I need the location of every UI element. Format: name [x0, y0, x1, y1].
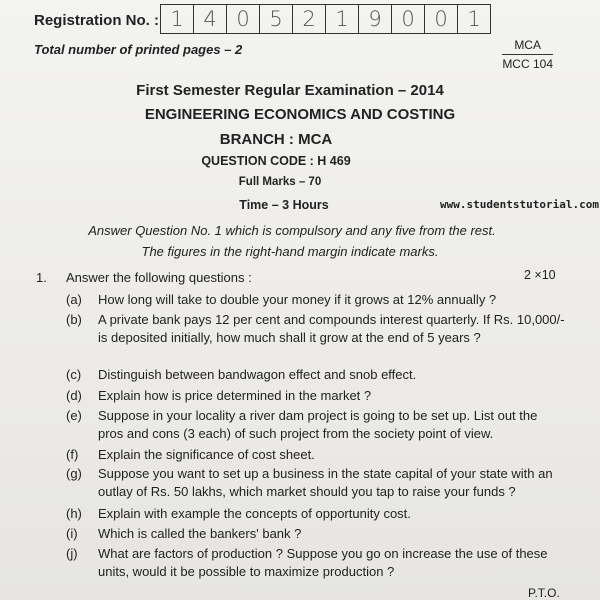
- registration-digit: 0: [391, 5, 424, 33]
- course-code: [502, 38, 553, 71]
- branch: BRANCH : MCA: [219, 131, 333, 148]
- question-text: Answer the following questions :: [66, 270, 252, 285]
- printed-pages-note: Total number of printed pages – 2: [34, 42, 243, 57]
- part-label: (i): [66, 526, 78, 541]
- registration-number-boxes: [160, 4, 491, 34]
- part-text: Suppose you want to set up a business in the state capital of your state with an outlay of Rs. 50 lakhs, which market should you tap to raise your funds ?: [98, 466, 553, 499]
- part-text: Explain the significance of cost sheet.: [98, 447, 315, 462]
- part-label: (f): [66, 447, 79, 462]
- course-name: MCA: [514, 38, 541, 52]
- course-number: MCC 104: [502, 54, 553, 71]
- registration-digit: 4: [193, 5, 226, 33]
- registration-label: Registration No. :: [34, 12, 160, 29]
- part-label: (g): [66, 466, 82, 481]
- part-label: (j): [66, 546, 78, 561]
- instruction-line-1: Answer Question No. 1 which is compulsory and any five from the rest.: [88, 223, 496, 238]
- question-marks: 2 ×10: [524, 268, 556, 282]
- part-text: A private bank pays 12 per cent and compounds interest quarterly. If Rs. 10,000/- is deposited initially, how much shall it grow at the end of 5 years ?: [98, 312, 565, 345]
- registration-digit: 0: [226, 5, 259, 33]
- exam-title: First Semester Regular Examination – 2014: [136, 82, 444, 99]
- registration-digit: 2: [292, 5, 325, 33]
- part-label: (c): [66, 367, 82, 382]
- registration-digit: 1: [457, 5, 490, 33]
- part-label: (b): [66, 312, 82, 327]
- question-code: QUESTION CODE : H 469: [201, 154, 351, 168]
- instruction-line-2: The figures in the right-hand margin indicate marks.: [141, 244, 439, 259]
- part-text: How long will take to double your money if it grows at 12% annually ?: [98, 292, 497, 307]
- part-text: Explain with example the concepts of opportunity cost.: [98, 506, 411, 521]
- part-text: Explain how is price determined in the market ?: [98, 388, 372, 403]
- part-text: Which is called the bankers' bank ?: [98, 526, 302, 541]
- part-label: (a): [66, 292, 82, 307]
- page-turn-over: P.T.O.: [528, 586, 560, 600]
- part-label: (d): [66, 388, 82, 403]
- full-marks: Full Marks – 70: [238, 176, 322, 188]
- website-watermark: www.studentstutorial.com: [440, 198, 599, 211]
- subject-title: ENGINEERING ECONOMICS AND COSTING: [144, 106, 456, 123]
- part-text: Suppose in your locality a river dam project is going to be set up. List out the pros and cons (3 each) of such project from the society point of view.: [98, 408, 538, 441]
- part-text: What are factors of production ? Suppose you go on increase the use of these units, would it be possible to maximize production ?: [98, 546, 548, 579]
- part-text: Distinguish between bandwagon effect and snob effect.: [98, 367, 417, 382]
- registration-digit: 1: [325, 5, 358, 33]
- registration-digit: 0: [424, 5, 457, 33]
- registration-digit: 1: [170, 7, 184, 31]
- question-number: 1.: [36, 270, 47, 285]
- exam-time: Time – 3 Hours: [239, 198, 329, 212]
- registration-digit: 9: [358, 5, 391, 33]
- part-label: (h): [66, 506, 82, 521]
- part-label: (e): [66, 408, 82, 423]
- registration-digit: 5: [259, 5, 292, 33]
